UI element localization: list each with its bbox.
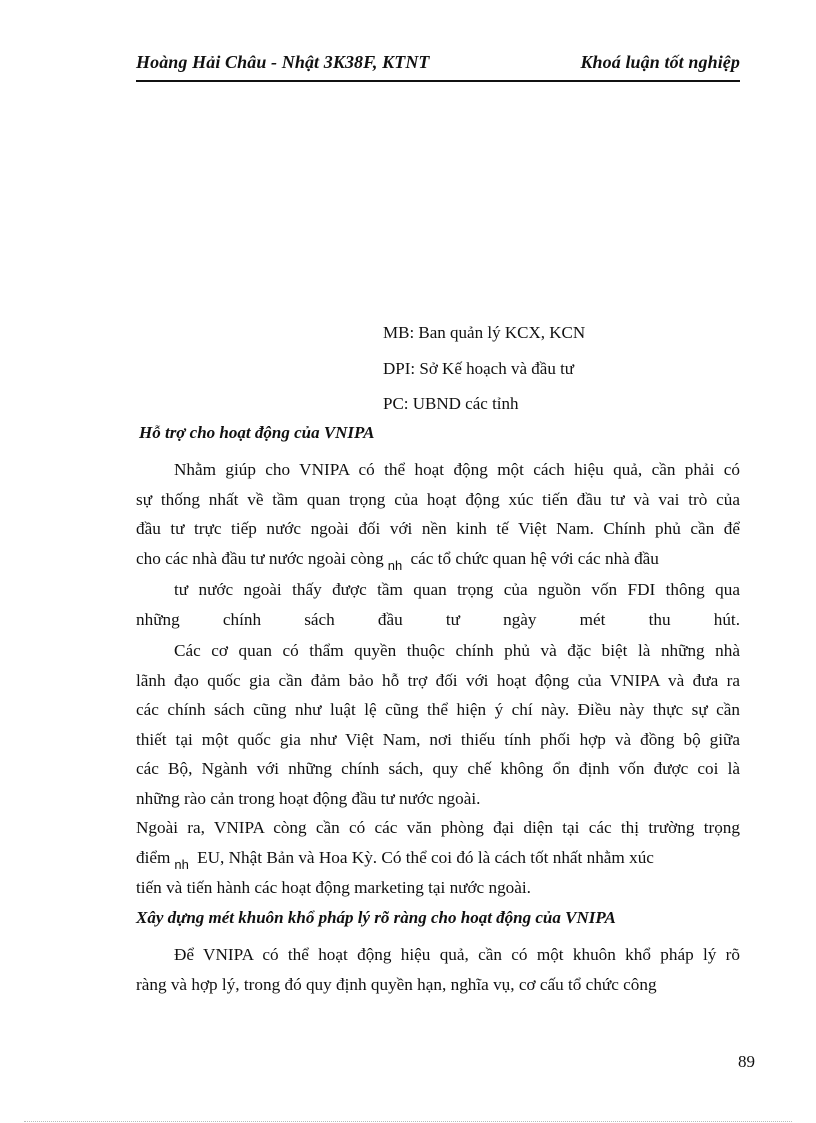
paragraph-line xyxy=(136,843,740,874)
paragraph-line: tư nước ngoài thấy được tầm quan trọng của nguồn vốn FDI thông qua xyxy=(174,580,740,599)
legend-item-mb: MB: Ban quản lý KCX, KCN xyxy=(383,323,586,342)
page-header xyxy=(136,52,740,82)
ocr-fragment: nh xyxy=(387,557,403,573)
line-segment: các tổ chức quan hệ với các nhà đầu xyxy=(410,548,659,568)
paragraph-line: Ngoài ra, VNIPA còng cần có các văn phòng đại diện tại các thị trường trọng xyxy=(136,818,740,837)
paragraph-5 xyxy=(136,940,740,999)
paragraph-line: các chính sách cũng như luật lệ cũng thể hiện ý chí này. Điều này thực sự cần xyxy=(136,700,740,720)
paragraph-line: Để VNIPA có thể hoạt động hiệu quả, cần có một khuôn khổ pháp lý rõ xyxy=(174,945,740,964)
paragraph-line xyxy=(136,544,740,575)
paragraph-line: sự thống nhất về tầm quan trọng của hoạt động xúc tiến đầu tư và vai trò của xyxy=(136,489,740,509)
legend-item-dpi: DPI: Sở Kế hoạch và đầu tư xyxy=(383,358,575,378)
paragraph-line: đầu tư trực tiếp nước ngoài đối với nền kinh tế Việt Nam. Chính phủ cần để xyxy=(136,519,740,539)
paragraph-4 xyxy=(136,813,740,903)
line-segment: EU, Nhật Bản và Hoa Kỳ. Có thể coi đó là cách tốt nhất nhằm xúc xyxy=(197,847,654,867)
paragraph-line: Nhằm giúp cho VNIPA có thể hoạt động một cách hiệu quả, cần phải có xyxy=(174,460,740,479)
footer-divider xyxy=(24,1121,792,1122)
section-heading-support: Hỗ trợ cho hoạt động của VNIPA xyxy=(139,423,375,442)
paragraph-line: những chính sách đầu tư ngày mét thu hút. xyxy=(136,609,740,629)
line-segment: cho các nhà đầu tư nước ngoài còng xyxy=(136,548,384,568)
header-divider xyxy=(136,80,740,82)
paragraph-line: lãnh đạo quốc gia cần đảm bảo hỗ trợ đối với hoạt động của VNIPA và đưa ra xyxy=(136,670,740,690)
section-heading-legal-framework: Xây dựng mét khuôn khổ pháp lý rõ ràng cho hoạt động của VNIPA xyxy=(136,908,616,927)
paragraph-line: tiến và tiến hành các hoạt động marketing tại nước ngoài. xyxy=(136,878,531,898)
legend-item-pc: PC: UBND các tỉnh xyxy=(383,394,519,413)
paragraph-2 xyxy=(136,575,740,634)
paragraph-line: những rào cản trong hoạt động đầu tư nước ngoài. xyxy=(136,788,481,808)
line-segment: điểm xyxy=(136,847,171,867)
abbreviation-legend xyxy=(383,315,585,422)
paragraph-line: Các cơ quan có thẩm quyền thuộc chính phủ và đặc biệt là những nhà xyxy=(174,641,740,660)
header-title: Khoá luận tốt nghiệp xyxy=(580,52,740,72)
page-number: 89 xyxy=(738,1052,755,1071)
paragraph-line: các Bộ, Ngành với những chính sách, quy chế không ổn định vốn được coi là xyxy=(136,759,740,779)
paragraph-line: ràng và hợp lý, trong đó quy định quyền hạn, nghĩa vụ, cơ cấu tổ chức công xyxy=(136,974,657,994)
header-author: Hoàng Hải Châu - Nhật 3K38F, KTNT xyxy=(136,52,430,72)
paragraph-3 xyxy=(136,636,740,814)
paragraph-line: thiết tại một quốc gia như Việt Nam, nơi thiếu tính phối hợp và đồng bộ giữa xyxy=(136,729,740,749)
paragraph-1 xyxy=(136,455,740,574)
ocr-fragment: nh xyxy=(174,856,189,872)
